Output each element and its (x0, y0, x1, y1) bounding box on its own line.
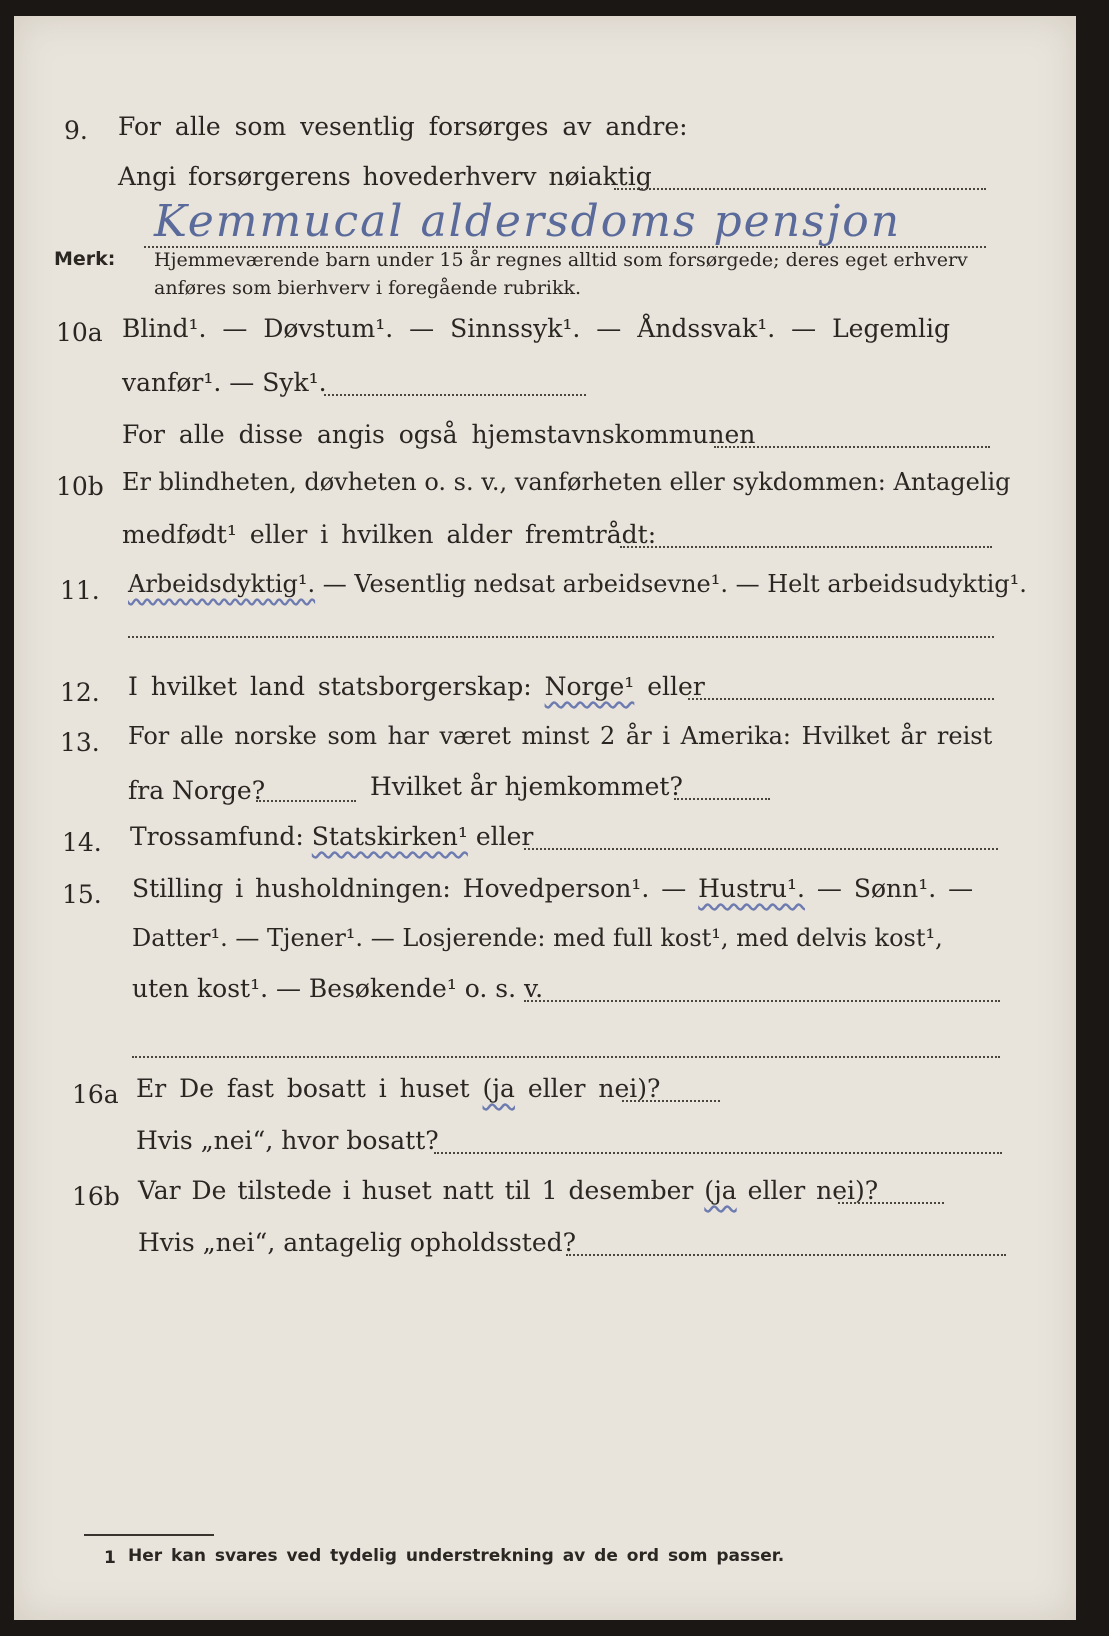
q10b-line1: Er blindheten, døvheten o. s. v., vanførheten eller sykdommen: Antagelig (122, 468, 1011, 496)
q16a-line1: Er De fast bosatt i huset (ja eller nei)? (136, 1074, 661, 1103)
q10b-number: 10b (56, 472, 104, 501)
q9-handwritten-answer: Kemmucal aldersdoms pensjon (154, 196, 902, 247)
footnote-mark: 1 (104, 1548, 116, 1568)
q10a-line3-blank (714, 446, 990, 448)
census-form-page (14, 16, 1076, 1620)
q9-line2-blank (614, 188, 986, 190)
q16b-line1-blank (838, 1202, 944, 1204)
q16b-line2-blank (566, 1254, 1006, 1256)
q16b-line1: Var De tilstede i huset natt til 1 desember (ja eller nei)? (138, 1176, 879, 1205)
q16b-line2: Hvis „nei“, antagelig opholdssted? (138, 1228, 577, 1257)
q15-line3: uten kost¹. — Besøkende¹ o. s. v. (132, 974, 544, 1003)
q9-number: 9. (64, 116, 88, 145)
q16a-line2: Hvis „nei“, hvor bosatt? (136, 1126, 439, 1155)
q10b-line2: medfødt¹ eller i hvilken alder fremtrådt: (122, 520, 657, 549)
q15-answer-line (132, 1056, 1000, 1058)
q16a-underlined-answer: (ja (482, 1074, 515, 1103)
q13-line2a: fra Norge? (128, 776, 266, 805)
q9-line2: Angi forsørgerens hovederhverv nøiaktig (118, 162, 652, 191)
q14-number: 14. (62, 828, 102, 857)
q11-underlined-answer: Arbeidsdyktig¹. (128, 570, 316, 598)
q13-line2b: Hvilket år hjemkommet? (370, 772, 683, 801)
q15-line1: Stilling i husholdningen: Hovedperson¹. — Hustru¹. — Sønn¹. — (132, 874, 974, 903)
q15-underlined-answer: Hustru¹. (698, 874, 805, 903)
q13-year-left-blank (256, 800, 356, 802)
q11-number: 11. (60, 576, 100, 605)
q13-year-returned-blank (674, 798, 770, 800)
q14-blank (524, 848, 998, 850)
q14-line: Trossamfund: Statskirken¹ eller (130, 822, 534, 851)
q10a-line2-blank (324, 394, 586, 396)
q10a-line2: vanfør¹. — Syk¹. (122, 368, 327, 397)
q12-line: I hvilket land statsborgerskap: Norge¹ eller (128, 672, 705, 701)
q12-blank (688, 698, 994, 700)
merk-line2: anføres som bierhverv i foregående rubrikk. (154, 277, 582, 299)
q11-line1: Arbeidsdyktig¹. — Vesentlig nedsat arbeidsevne¹. — Helt arbeidsudyktig¹. (128, 570, 1027, 598)
q13-line1: For alle norske som har været minst 2 år i Amerika: Hvilket år reist (128, 722, 993, 750)
q16a-line2-blank (434, 1152, 1002, 1154)
merk-label: Merk: (54, 248, 116, 270)
q16a-line1-blank (622, 1100, 720, 1102)
q12-underlined-answer: Norge¹ (544, 672, 635, 701)
footnote-rule (84, 1534, 214, 1536)
q15-line3-blank (524, 1000, 1000, 1002)
q10a-line1: Blind¹. — Døvstum¹. — Sinnssyk¹. — Åndssvak¹. — Legemlig (122, 314, 950, 343)
q10a-number: 10a (56, 318, 103, 347)
q9-line1: For alle som vesentlig forsørges av andre: (118, 112, 688, 141)
q13-number: 13. (60, 728, 100, 757)
q12-number: 12. (60, 678, 100, 707)
q14-underlined-answer: Statskirken¹ (311, 822, 468, 851)
q11-answer-line (128, 636, 994, 638)
q10a-line3: For alle disse angis også hjemstavnskommunen (122, 420, 756, 449)
q15-number: 15. (62, 880, 102, 909)
merk-line1: Hjemmeværende barn under 15 år regnes alltid som forsørgede; deres eget erhverv (154, 249, 968, 271)
footnote-text: Her kan svares ved tydelig understrekning av de ord som passer. (128, 1546, 785, 1566)
q15-line2: Datter¹. — Tjener¹. — Losjerende: med full kost¹, med delvis kost¹, (132, 924, 943, 952)
q16b-underlined-answer: (ja (704, 1176, 737, 1205)
q16a-number: 16a (72, 1080, 119, 1109)
q16b-number: 16b (72, 1182, 120, 1211)
q10b-line2-blank (620, 546, 992, 548)
